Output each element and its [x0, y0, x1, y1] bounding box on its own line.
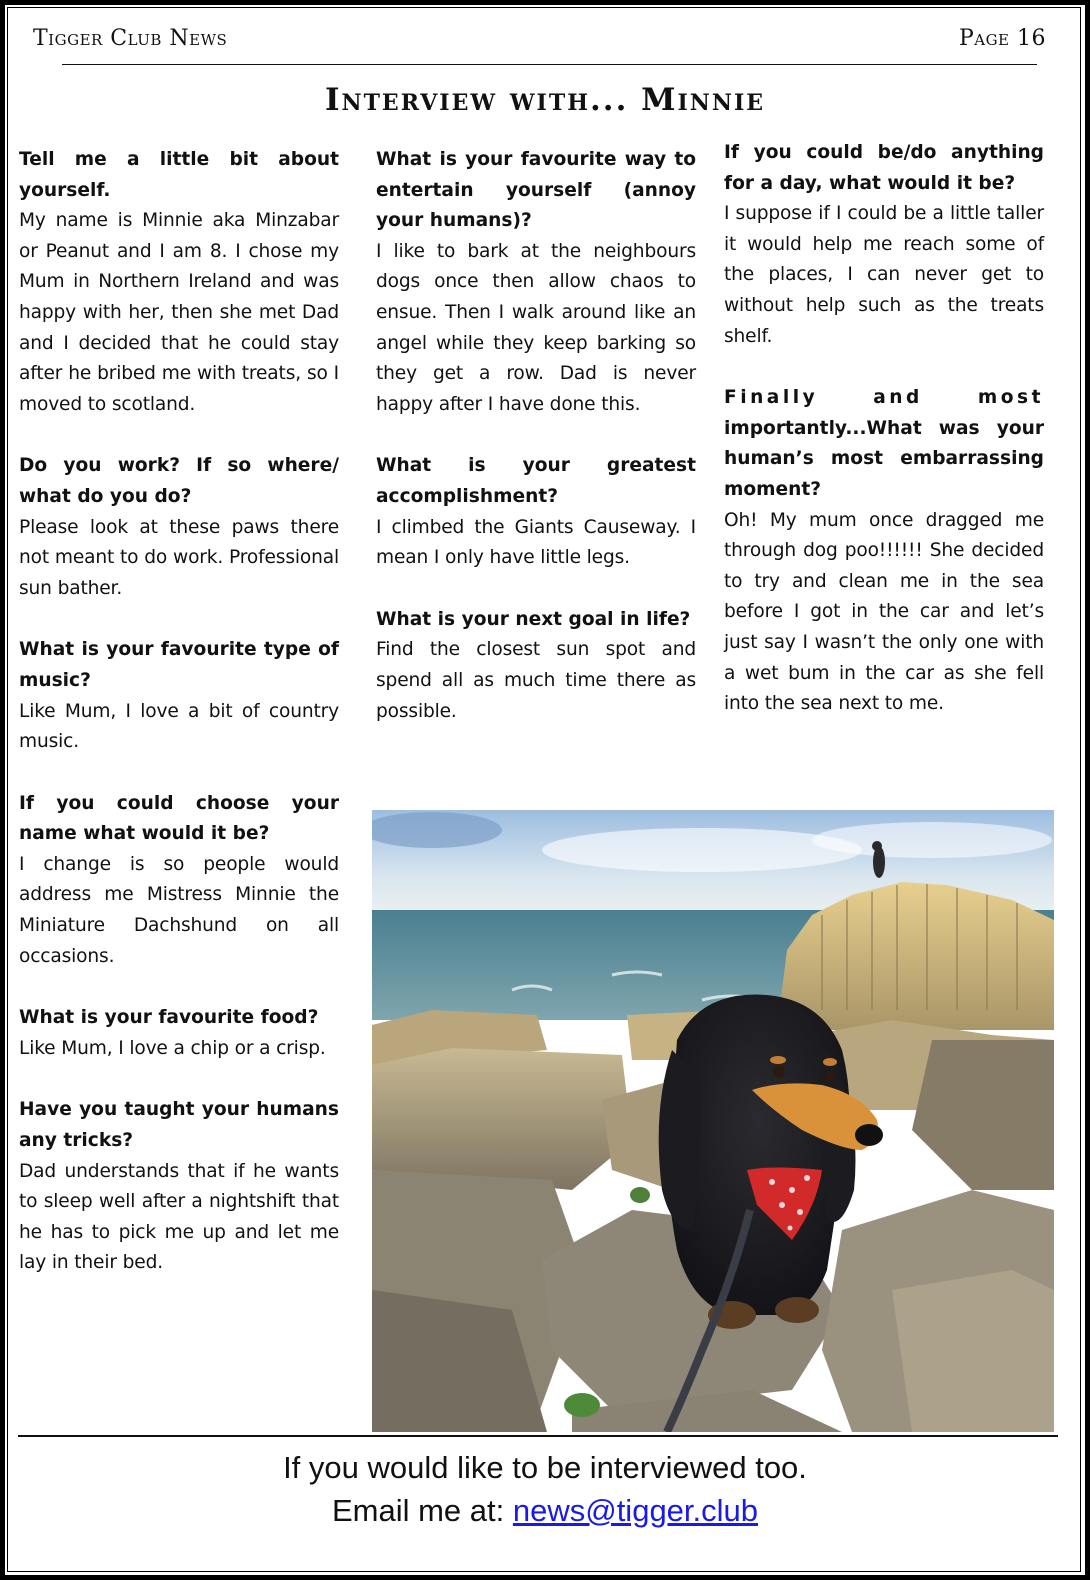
column-2: [376, 145, 696, 758]
answer: I climbed the Giants Causeway. I mean I only have little legs.: [376, 516, 696, 569]
email-prefix: Email me at:: [331, 1493, 513, 1528]
answer: I suppose if I could be a little taller it would help me reach some of the places, I can never get to without help such as the treats shelf.: [724, 203, 1044, 347]
answer: Please look at these paws there not meant to do work. Professional sun bather.: [19, 516, 339, 599]
question: Have you taught your humans any tricks?: [19, 1099, 339, 1152]
question: What is your favourite way to entertain yourself (annoy your humans)?: [376, 149, 696, 232]
question: What is your greatest accomplishment?: [376, 455, 696, 507]
qa-item: [724, 138, 1044, 352]
question: What is your favourite food?: [19, 1007, 319, 1029]
answer: Like Mum, I love a chip or a crisp.: [19, 1037, 326, 1059]
question-lead: Finally and most: [724, 387, 1044, 409]
question: What is your next goal in life?: [376, 608, 691, 630]
footer-invite: If you would like to be interviewed too.: [283, 1450, 807, 1485]
page-number: Page 16: [958, 26, 1046, 51]
qa-item: [376, 145, 696, 420]
answer: I change is so people would address me Mistress Minnie the Miniature Dachshund on all occasions.: [19, 853, 339, 967]
publication-name: Tigger Club News: [33, 26, 228, 51]
footer-divider: [18, 1435, 1058, 1437]
answer: Dad understands that if he wants to sleep well after a nightshift that he has to pick me up and let me lay in their bed.: [19, 1160, 339, 1274]
article-title: Interview with... Minnie: [324, 82, 766, 118]
footer-contact: [0, 1493, 1090, 1529]
answer: Like Mum, I love a bit of country music.: [19, 700, 339, 753]
answer: Oh! My mum once dragged me through dog poo!!!!!! She decided to try and clean me in the sea before I got in the car and let’s just say I wasn’t the only one with a wet bum in the car as she fell into the sea next to me.: [724, 509, 1044, 715]
column-1: [19, 145, 339, 1310]
question: Do you work? If so where/ what do you do?: [19, 455, 339, 507]
qa-item: [19, 1095, 339, 1279]
rock: [372, 1048, 632, 1190]
question-rest: importantly...What was your human’s most embarrassing moment?: [724, 417, 1044, 500]
qa-item: [19, 145, 339, 420]
question: What is your favourite type of music?: [19, 639, 339, 691]
answer: Find the closest sun spot and spend all as much time there as possible.: [376, 639, 696, 722]
qa-item: [724, 383, 1044, 720]
qa-item: [19, 789, 339, 973]
header-divider: [62, 64, 1037, 65]
answer: I like to bark at the neighbours dogs once then allow chaos to ensue. Then I walk around like an angel while they keep barking so they get a row. Dad is never happy after I have done this.: [376, 240, 696, 415]
email-link[interactable]: news@tigger.club: [512, 1493, 759, 1528]
question: Tell me a little bit about yourself.: [19, 149, 339, 201]
answer: My name is Minnie aka Minzabar or Peanut and I am 8. I chose my Mum in Northern Ireland and was happy with her, then she met Dad and I decided that he could stay after he bribed me with treats, so I moved to scotland.: [19, 210, 339, 415]
question: [724, 383, 1044, 505]
column-3: [724, 138, 1044, 751]
qa-item: [19, 451, 339, 604]
qa-item: [376, 451, 696, 573]
question: If you could choose your name what would it be?: [19, 792, 339, 845]
dog-photo: [372, 810, 1054, 1432]
qa-item: [19, 1003, 339, 1064]
qa-item: [376, 605, 696, 727]
qa-item: [19, 635, 339, 757]
question: If you could be/do anything for a day, what would it be?: [724, 142, 1044, 194]
